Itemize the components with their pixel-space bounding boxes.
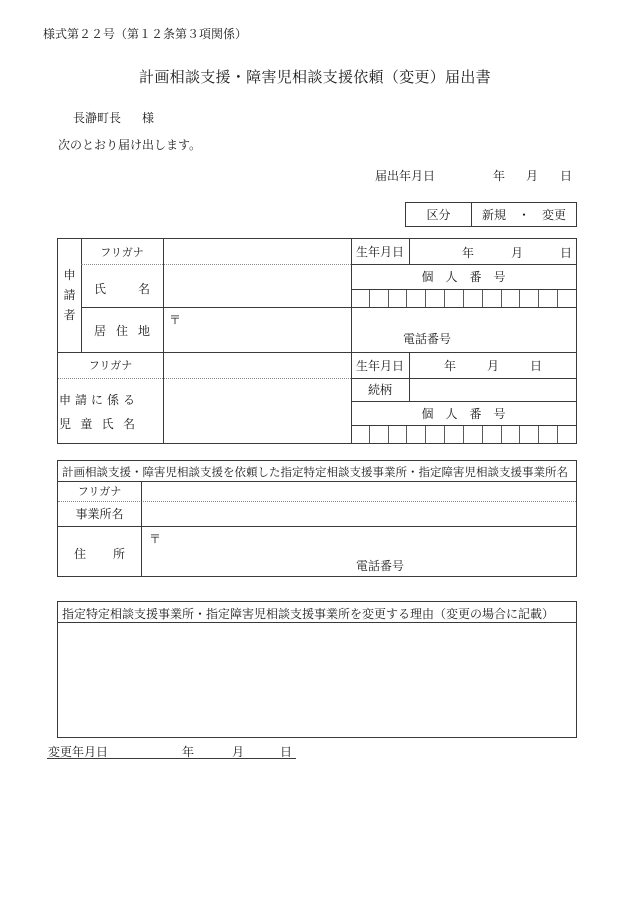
report-date-day-unit: 日	[560, 169, 573, 183]
office-furigana-label: フリガナ	[77, 486, 122, 498]
applicant-section-label: 申請者	[63, 268, 76, 322]
personal-number-digit-box[interactable]	[557, 290, 576, 307]
personal-number-digit-box[interactable]	[369, 290, 388, 307]
change-date-day-unit: 日	[280, 745, 293, 759]
report-date-line	[375, 167, 585, 182]
personal-number-digit-box[interactable]	[519, 426, 538, 443]
addressee-name: 長瀞町長	[73, 111, 122, 125]
change-date-month-unit: 月	[232, 745, 245, 759]
applicant-birth-month-unit: 月	[511, 246, 524, 260]
personal-number-digit-box[interactable]	[538, 426, 557, 443]
child-name-field[interactable]	[164, 379, 350, 442]
change-date-label: 変更年月日	[48, 745, 109, 759]
child-relation-field[interactable]	[410, 379, 575, 401]
child-name-label-line1: 申請に係る	[59, 392, 135, 407]
personal-number-digit-box[interactable]	[351, 426, 369, 443]
personal-number-digit-box[interactable]	[538, 290, 557, 307]
office-name-field[interactable]	[142, 502, 575, 526]
personal-number-digit-box[interactable]	[425, 426, 444, 443]
child-birth-month-unit: 月	[487, 359, 500, 373]
applicant-residence-label: 居住地	[94, 324, 150, 338]
child-personal-number-label: 個 人 番 号	[421, 406, 506, 421]
category-table	[405, 202, 577, 227]
personal-number-digit-box[interactable]	[501, 426, 520, 443]
personal-number-digit-box[interactable]	[463, 426, 482, 443]
report-date-month-unit: 月	[526, 169, 539, 183]
child-furigana-field[interactable]	[164, 353, 350, 378]
personal-number-digit-box[interactable]	[425, 290, 444, 307]
personal-number-digit-box[interactable]	[482, 290, 501, 307]
page-title: 計画相談支援・障害児相談支援依頼（変更）届出書	[139, 70, 491, 86]
intro-text: 次のとおり届け出します。	[58, 138, 202, 152]
reason-field[interactable]	[58, 623, 575, 736]
child-personal-number-boxes	[351, 426, 576, 443]
category-options-cell[interactable]: 新規 ・ 変更	[481, 208, 566, 222]
postal-mark: 〒	[169, 313, 182, 327]
personal-number-digit-box[interactable]	[369, 426, 388, 443]
office-table-header: 計画相談支援・障害児相談支援を依頼した指定特定相談支援事業所・指定障害児相談支援事業所名	[62, 467, 568, 479]
applicant-birth-field[interactable]	[410, 239, 575, 264]
addressee-line	[73, 109, 154, 126]
applicant-table	[57, 238, 577, 444]
personal-number-digit-box[interactable]	[388, 426, 407, 443]
report-date-label: 届出年月日	[375, 169, 436, 183]
child-name-label-line2: 児童氏名	[59, 416, 135, 431]
change-date-line	[47, 742, 296, 759]
applicant-phone-label: 電話番号	[403, 332, 452, 346]
personal-number-digit-box[interactable]	[444, 426, 463, 443]
child-birth-year-unit: 年	[444, 359, 457, 373]
applicant-name-label: 氏名	[94, 282, 150, 296]
personal-number-digit-box[interactable]	[406, 426, 425, 443]
office-name-label: 事業所名	[75, 507, 124, 521]
change-date-year-unit: 年	[182, 745, 195, 759]
child-relation-label: 続柄	[367, 383, 392, 397]
category-label-cell: 区分	[406, 203, 472, 226]
office-phone-label: 電話番号	[356, 559, 405, 573]
office-postal-mark: 〒	[149, 532, 162, 546]
child-birth-label: 生年月日	[355, 358, 404, 373]
applicant-furigana-label: フリガナ	[100, 246, 144, 259]
child-birth-day-unit: 日	[530, 359, 543, 373]
personal-number-digit-box[interactable]	[463, 290, 482, 307]
reason-table	[57, 601, 577, 738]
personal-number-digit-box[interactable]	[519, 290, 538, 307]
child-birth-field[interactable]	[410, 353, 575, 378]
office-address-field[interactable]	[142, 527, 575, 575]
report-date-year-unit: 年	[493, 169, 506, 183]
personal-number-digit-box[interactable]	[351, 290, 369, 307]
office-furigana-field[interactable]	[142, 482, 575, 501]
applicant-birth-day-unit: 日	[560, 246, 573, 260]
personal-number-digit-box[interactable]	[388, 290, 407, 307]
applicant-birth-year-unit: 年	[462, 246, 475, 260]
applicant-personal-number-label: 個 人 番 号	[421, 270, 506, 284]
applicant-name-field[interactable]	[164, 265, 350, 307]
reason-table-header: 指定特定相談支援事業所・指定障害児相談支援事業所を変更する理由（変更の場合に記載）	[62, 607, 555, 621]
addressee-honorific: 様	[142, 111, 155, 125]
form-number: 様式第２２号（第１２条第３項関係）	[43, 27, 248, 41]
applicant-residence-field[interactable]	[164, 308, 575, 351]
personal-number-digit-box[interactable]	[406, 290, 425, 307]
office-address-label: 住所	[74, 547, 125, 561]
personal-number-digit-box[interactable]	[501, 290, 520, 307]
personal-number-digit-box[interactable]	[482, 426, 501, 443]
applicant-furigana-field[interactable]	[164, 239, 350, 264]
applicant-personal-number-boxes	[351, 290, 576, 307]
child-furigana-label: フリガナ	[88, 360, 133, 372]
applicant-birth-label: 生年月日	[355, 245, 404, 259]
personal-number-digit-box[interactable]	[557, 426, 576, 443]
personal-number-digit-box[interactable]	[444, 290, 463, 307]
child-name-label	[59, 378, 135, 444]
office-table	[57, 460, 577, 577]
